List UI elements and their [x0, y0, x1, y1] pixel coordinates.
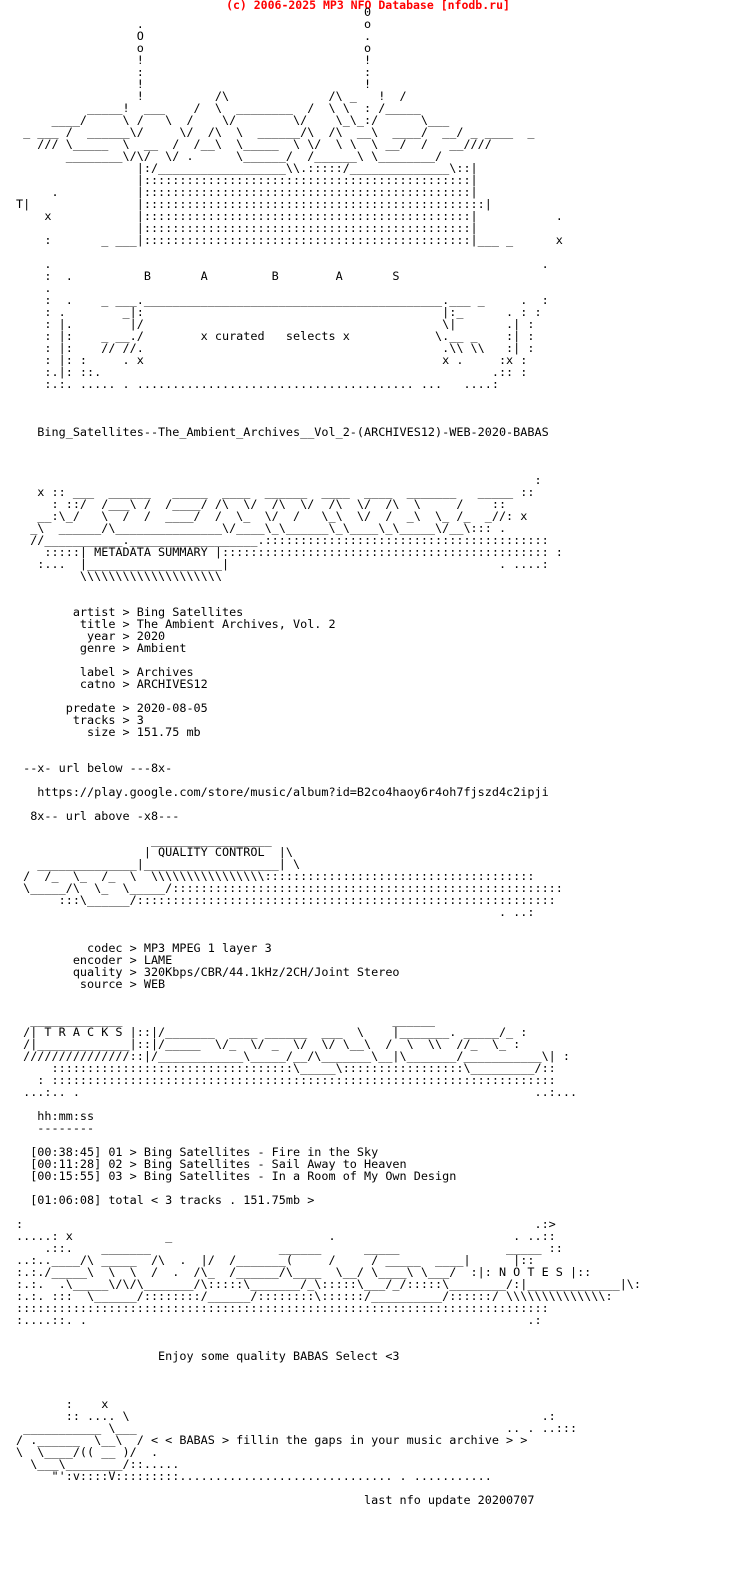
nfo-line: : ::/ /___\ / /____/ /\ \/ /\ \/ /\ \/ /\ \ / ::	[51, 497, 507, 511]
nfo-line: o o	[136, 41, 372, 55]
nfo-line: ______________|___________________| \	[37, 857, 301, 871]
nfo-line: --x- url below ---8x-	[23, 761, 173, 775]
nfo-line: . ..:	[498, 905, 535, 919]
nfo-art-text	[16, 6, 641, 1506]
nfo-line: .....: x _ . . ..::	[16, 1229, 556, 1243]
nfo-line: :: .... \ .:	[65, 1409, 556, 1423]
nfo-line: source > WEB	[79, 977, 166, 991]
nfo-line: :.:. ..... . ....................................... ... ....:	[44, 377, 499, 391]
nfo-line: ____/ \ / \ / \/ \/ \_\_:/ \___	[51, 113, 450, 127]
nfo-line: artist > Bing Satellites	[72, 605, 244, 619]
nfo-line: : |: : . x x . :x :	[44, 353, 528, 367]
nfo-line: . o	[136, 17, 372, 31]
nfo-line: :	[534, 473, 542, 487]
nfo-line: \\\\\\\\\\\\\\\\\\\\	[79, 569, 222, 583]
nfo-line: ! !	[136, 53, 372, 67]
nfo-line: \___\________/::.....	[30, 1457, 180, 1471]
nfo-line: label > Archives	[79, 665, 194, 679]
nfo-line: --------	[37, 1121, 95, 1135]
nfo-line: 8x-- url above -x8---	[30, 809, 180, 823]
nfo-line: Bing_Satellites--The_Ambient_Archives__Vol_2-(ARCHIVES12)-WEB-2020-BABAS	[37, 425, 549, 439]
nfo-line: /// \_____ \ __ / /__\ \_____ \ \/ \ \ \ __/ / __////	[37, 137, 492, 151]
nfo-line: O .	[136, 29, 372, 43]
nfo-line: :....::. . .:	[16, 1313, 542, 1327]
nfo-line: "':v::::V:::::::::.............................. . ...........	[51, 1469, 492, 1483]
nfo-line: ___________ \___ .. . ..:::	[23, 1421, 578, 1435]
nfo-line: _____________ ______	[30, 1013, 436, 1027]
nfo-line: ///////////////::|/____________\_____/__/\_______\__|\_______/___________\| :	[23, 1049, 570, 1063]
nfo-line: year > 2020	[87, 629, 166, 643]
nfo-line: codec > MP3 MPEG 1 layer 3	[87, 941, 272, 955]
nfo-line: : . B A B A S	[44, 269, 400, 283]
nfo-line: Enjoy some quality BABAS Select <3	[158, 1349, 400, 1363]
nfo-line: x :: ___ ______ _____ ____ ______ ____ ____ _______ _____ ::	[37, 485, 535, 499]
nfo-line: ...:.. . ..:...	[23, 1085, 578, 1099]
nfo-line: : _ ___|::::::::::::::::::::::::::::::::::::::::::::::|___ _ x	[44, 233, 563, 247]
nfo-line: last nfo update 20200707	[364, 1493, 535, 1507]
nfo-line: :.:. ::: \______/::::::::/______/::::::::\::::::/__________/::::::/ \\\\\\\\\\\\\\:	[16, 1289, 613, 1303]
nfo-line: : x	[65, 1397, 109, 1411]
nfo-line: / /_ \_ /_ \ \\\\\\\\\\\\\\\\::::::::::::::::::::::::::::::::::::::	[23, 869, 535, 883]
nfo-line: genre > Ambient	[79, 641, 187, 655]
nfo-line: /|_____________|::|/_____ \/_ \/ _ \/ \/ \__\ / \ \\ //_ \_ :	[23, 1037, 521, 1051]
nfo-line: tracks > 3	[72, 713, 144, 727]
nfo-line: | QUALITY CONTROL |\	[143, 845, 293, 859]
site-header: (c) 2006-2025 MP3 NFO Database [nfodb.ru]	[226, 0, 510, 12]
nfo-line: \_____/\ \_ \_____/:::::::::::::::::::::::::::::::::::::::::::::::::::::::	[23, 881, 563, 895]
nfo-line: quality > 320Kbps/CBR/44.1kHz/2CH/Joint Stereo	[72, 965, 400, 979]
nfo-line: title > The Ambient Archives, Vol. 2	[79, 617, 336, 631]
nfo-line: : .:>	[16, 1217, 556, 1231]
nfo-line: |::::::::::::::::::::::::::::::::::::::::::::::|	[136, 173, 478, 187]
nfo-line: :::::| METADATA SUMMARY |:::::::::::::::::::::::::::::::::::::::::::::: :	[44, 545, 563, 559]
nfo-line: : :::::::::::::::::::::::::::::::::::::::::::::::::::::::::::::::::::::::	[37, 1073, 556, 1087]
nfo-line: : |: _ __./ x curated selects x \.__ _ :| :	[44, 329, 535, 343]
nfo-line: __:\_/ \ / / ____/ / \_ \/ / \_\ \/ / _\ \_ /_ _//: x	[37, 509, 528, 523]
nfo-line: :... |___________________| . ....:	[37, 557, 549, 571]
nfo-line: /| T R A C K S |::|/_______ ____ ______ ___ \ |_______. _____/_ :	[23, 1025, 528, 1039]
nfo-line: .	[44, 281, 52, 295]
nfo-line: catno > ARCHIVES12	[79, 677, 208, 691]
nfo-line: _ ___ / ______\/ \/ /\ \ ______/\ /\ __\ ____/ __/ _ ____ _	[23, 125, 535, 139]
nfo-line: _________________	[150, 833, 272, 847]
nfo-line: :::::::::::::::::::::::::::::::::::::::::::::::::::::::::::::::::::::::::::	[16, 1301, 549, 1315]
nfo-line: [00:11:28] 02 > Bing Satellites - Sail Away to Heaven	[30, 1157, 407, 1171]
nfo-line: x |::::::::::::::::::::::::::::::::::::::::::::::| .	[44, 209, 563, 223]
nfo-line: .::. _______ ______ _____ _____ ::	[44, 1241, 563, 1255]
nfo-line: [01:06:08] total < 3 tracks . 151.75mb >	[30, 1193, 315, 1207]
nfo-line: //___________.__________________.::::::::::::::::::::::::::::::::::::::::	[30, 533, 549, 547]
nfo-line: predate > 2020-08-05	[65, 701, 208, 715]
nfo-line: |::::::::::::::::::::::::::::::::::::::::::::::|	[136, 221, 478, 235]
nfo-line: / .______ \__\ / < < BABAS > fillin the gaps in your music archive > >	[16, 1433, 528, 1447]
nfo-line: encoder > LAME	[72, 953, 173, 967]
nfo-line: :::\______/:::::::::::::::::::::::::::::::::::::::::::::::::::::::::::	[58, 893, 556, 907]
nfo-line: \ \____/(( __ )/ .	[16, 1445, 159, 1459]
nfo-line: [00:15:55] 03 > Bing Satellites - In a Room of My Own Design	[30, 1169, 457, 1183]
nfo-line: ________\/\/ \/ . \______/ /______\ \________/	[65, 149, 443, 163]
nfo-line: :.:. .\_____\/\/\_______/\:::::\_______/_\:::::\___/_/:::::\________/:|_____________|\:	[16, 1277, 642, 1291]
nfo-line: T| |::::::::::::::::::::::::::::::::::::::::::::::::|	[16, 197, 492, 211]
nfo-line: [00:38:45] 01 > Bing Satellites - Fire in the Sky	[30, 1145, 379, 1159]
nfo-line: : |: // //. .\\ \\ :| :	[44, 341, 535, 355]
nfo-line: :.|: ::. .:: :	[44, 365, 528, 379]
nfo-line: https://play.google.com/store/music/album?id=B2co4haoy6r4oh7fjszd4c2ipji	[37, 785, 549, 799]
nfo-line: : . _|: |:_ . : :	[44, 305, 542, 319]
nfo-line: :.:./_____\ \ \ / . /\_ /______/\____ \__/ \____\ \___/ :|: N O T E S |::	[16, 1265, 592, 1279]
nfo-line: _\ ______/\_______________\/____\_\______\_\____\_\_____\/__\::: .	[30, 521, 507, 535]
nfo-line: ::::::::::::::::::::::::::::::::::\_____\:::::::::::::::::\_________/::	[51, 1061, 556, 1075]
nfo-line: . .	[44, 257, 549, 271]
nfo-line: : :	[136, 65, 372, 79]
nfo-line: ! /\ /\ _ ! /	[136, 89, 407, 103]
nfo-line: 0	[364, 5, 372, 19]
nfo-line: . |::::::::::::::::::::::::::::::::::::::::::::::|	[51, 185, 478, 199]
nfo-line: size > 151.75 mb	[87, 725, 201, 739]
nfo-line: : |. |/ \| .| :	[44, 317, 535, 331]
nfo-line: : . _ ___.__________________________________________.___ _ . :	[44, 293, 549, 307]
nfo-line: ! !	[136, 77, 372, 91]
nfo-line: ..:..____/\ _____ /\ . |/ /_______( / / _____ ____| |::	[16, 1253, 535, 1267]
nfo-line: hh:mm:ss	[37, 1109, 95, 1123]
nfo-line: |:/__________________\\.:::::/______________\::|	[136, 161, 478, 175]
nfo-line: _____! ___ / \ ________ / \ \ : /_____	[87, 101, 421, 115]
